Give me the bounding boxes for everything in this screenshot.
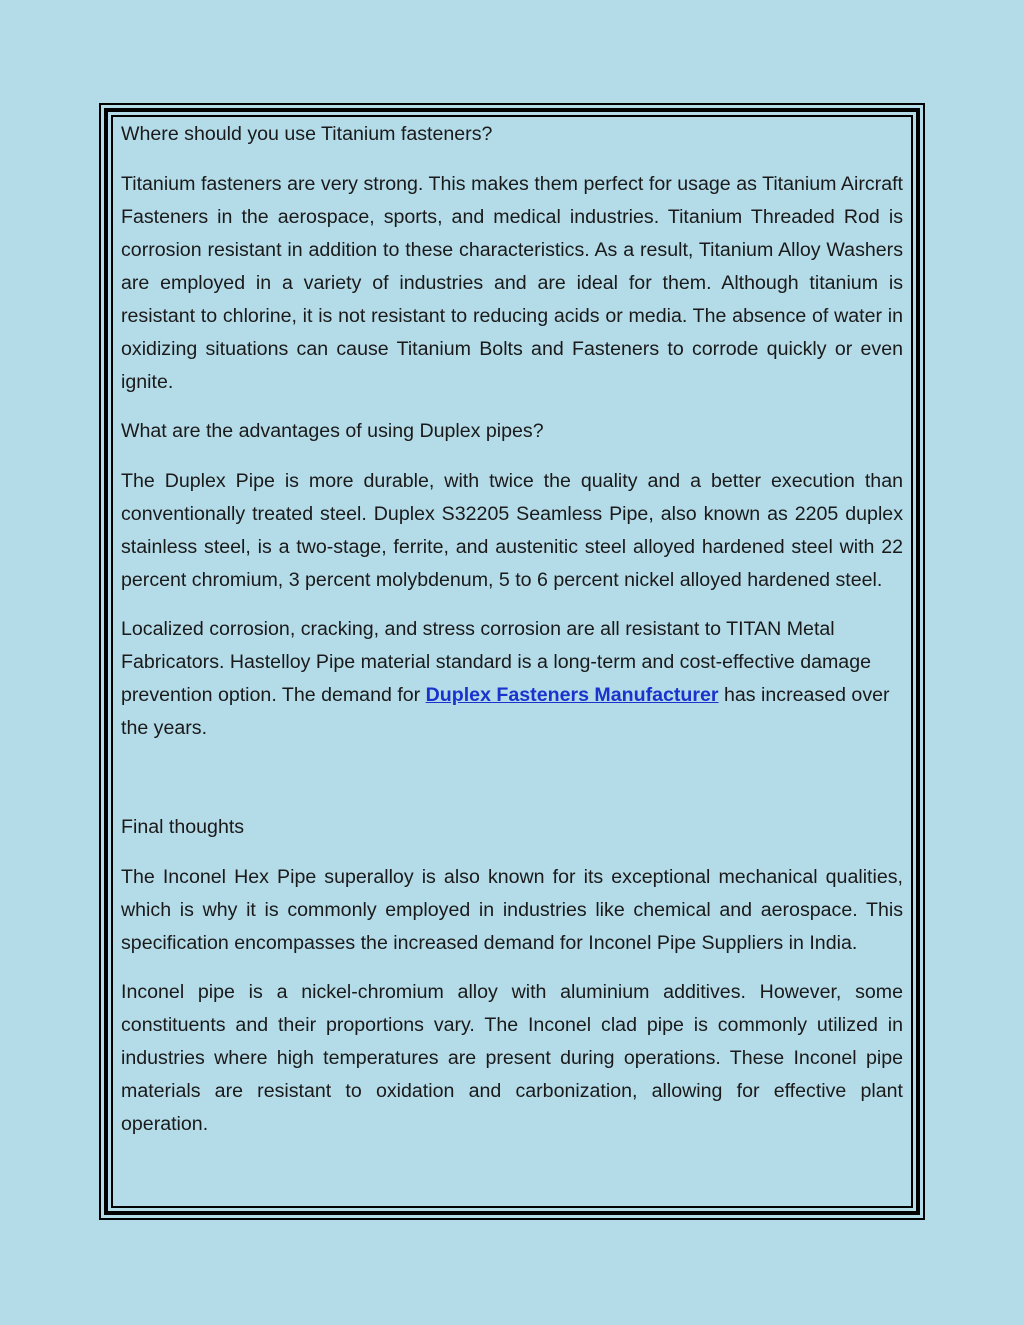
paragraph-text-after-link: has increased over the years. — [121, 684, 890, 739]
blank-line — [121, 762, 903, 812]
document-body — [121, 118, 903, 1158]
paragraph-duplex: The Duplex Pipe is more durable, with twice the quality and a better execution than conventionally treated steel. Duplex S32205 Seamless Pipe, also known as 2205 duplex stainless steel, is a two-stage, ferrite, and austenitic steel alloyed hardened steel with 22 percent chromium, 3 percent molybdenum, 5 to 6 percent nickel alloyed hardened steel. — [121, 469, 903, 591]
paragraph-localized-corrosion — [121, 613, 903, 745]
paragraph-inconel-hex: The Inconel Hex Pipe superalloy is also known for its exceptional mechanical qualities, which is why it is commonly employed in industries like chemical and aerospace. This specification encompasses the increased demand for Inconel Pipe Suppliers in India. — [121, 865, 903, 954]
paragraph-text-before-link: Localized corrosion, cracking, and stress corrosion are all resistant to TITAN Metal Fabricators. Hastelloy Pipe material standard is a long-term and cost-effective damage prevention option. The demand for — [121, 618, 871, 706]
heading-final-thoughts: Final thoughts — [121, 816, 245, 838]
heading-titanium: Where should you use Titanium fasteners? — [121, 123, 493, 145]
paragraph-titanium: Titanium fasteners are very strong. This makes them perfect for usage as Titanium Aircraft Fasteners in the aerospace, sports, and medical industries. Titanium Threaded Rod is corrosion resistant in addition to these characteristics. As a result, Titanium Alloy Washers are employed in a variety of industries and are ideal for them. Although titanium is resistant to chlorine, it is not resistant to reducing acids or media. The absence of water in oxidizing situations can cause Titanium Bolts and Fasteners to corrode quickly or even ignite. — [121, 172, 903, 393]
duplex-fasteners-link[interactable]: Duplex Fasteners Manufacturer — [425, 684, 719, 706]
paragraph-inconel-pipe: Inconel pipe is a nickel-chromium alloy with aluminium additives. However, some constituents and their proportions vary. The Inconel clad pipe is commonly utilized in industries where high temperatures are present during operations. These Inconel pipe materials are resistant to oxidation and carbonization, allowing for effective plant operation. — [121, 981, 903, 1135]
heading-duplex: What are the advantages of using Duplex pipes? — [121, 420, 544, 442]
